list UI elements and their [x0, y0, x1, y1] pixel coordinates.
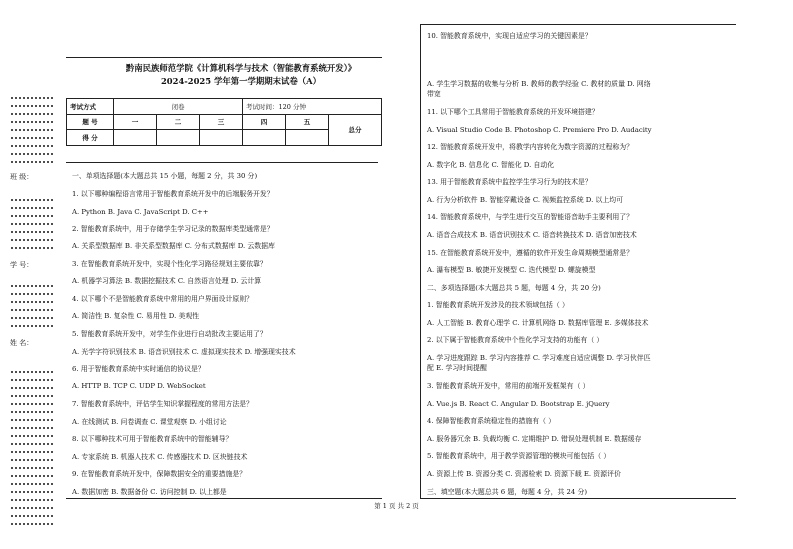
score-cell[interactable] [157, 130, 200, 146]
margin-dots [10, 402, 54, 410]
margin-dots [10, 386, 54, 394]
class-label: 班 级： [10, 173, 34, 181]
margin-dots [10, 394, 54, 402]
col-4: 四 [243, 114, 286, 130]
exam-title-line2: 2024-2025 学年第一学期期末试卷（A） [160, 76, 321, 86]
col-3: 三 [200, 114, 243, 130]
section-heading: 二、多项选择题(本大题总共 5 题，每题 4 分，共 20 分) [427, 284, 601, 292]
options: A. Visual Studio Code B. Photoshop C. Premiere Pro D. Audacity [427, 126, 652, 134]
margin-dots [10, 378, 54, 386]
options: A. 瀑布模型 B. 敏捷开发模型 C. 迭代模型 D. 螺旋模型 [427, 266, 596, 274]
options: A. 数字化 B. 信息化 C. 智能化 D. 自动化 [427, 161, 555, 169]
margin-dots [10, 152, 54, 160]
student-id-label: 学 号： [10, 261, 34, 269]
exam-time: 考试时间：120 分钟 [243, 99, 382, 115]
question: 7. 智能教育系统中，评估学生知识掌握程度的常用方法是？ [72, 400, 254, 408]
options: A. 在线测试 B. 问卷调查 C. 课堂观察 D. 小组讨论 [72, 418, 227, 426]
question: 4. 保障智能教育系统稳定性的措施有（ ） [427, 417, 556, 425]
margin-dots [10, 214, 54, 222]
margin-dots [10, 284, 54, 292]
question: 3. 智能教育系统开发中，常用的前端开发框架有（ ） [427, 382, 590, 390]
question: 14. 智能教育系统中，与学生进行交互的智能语音助手主要利用了？ [427, 213, 634, 221]
section-heading: 三、填空题(本大题总共 6 题，每题 4 分，共 24 分) [427, 488, 588, 496]
options: A. 服务器冗余 B. 负载均衡 C. 定期维护 D. 错误处理机制 E. 数据缓存 [427, 435, 642, 443]
margin-dots [10, 246, 54, 254]
name-label: 姓 名： [10, 339, 34, 347]
question: 6. 用于智能教育系统中实时通信的协议是？ [72, 365, 205, 373]
margin-dots [10, 308, 54, 316]
exam-method-value: 闭卷 [114, 99, 243, 115]
options: A. 简洁性 B. 复杂性 C. 易用性 D. 美观性 [72, 312, 200, 320]
options: A. HTTP B. TCP C. UDP D. WebSocket [72, 382, 206, 390]
margin-dots [10, 450, 54, 458]
margin-dots [10, 324, 54, 332]
question: 2. 智能教育系统中，用于存储学生学习记录的数据库类型通常是？ [72, 225, 274, 233]
question: 2. 以下属于智能教育系统中个性化学习支持的功能有（ ） [427, 336, 604, 344]
question: 8. 以下哪种技术可用于智能教育系统中的智能辅导？ [72, 435, 233, 443]
margin-dots [10, 230, 54, 238]
question: 12. 智能教育系统开发中，将教学内容转化为数字资源的过程称为？ [427, 143, 634, 151]
section-divider [66, 162, 378, 163]
options: A. 人工智能 B. 教育心理学 C. 计算机网络 D. 数据库管理 E. 多媒体技术 [427, 319, 649, 327]
margin-dots [10, 112, 54, 120]
options: A. 语音合成技术 B. 语音识别技术 C. 语音转换技术 D. 语音加密技术 [427, 231, 637, 239]
total-label: 总分 [329, 114, 382, 145]
frame-bottom-left [66, 498, 382, 499]
question: 13. 用于智能教育系统中监控学生学习行为的技术是？ [427, 178, 592, 186]
margin-dots [10, 300, 54, 308]
margin-dots [10, 104, 54, 112]
frame-bottom-right [420, 498, 736, 499]
options: A. 学习进度跟踪 B. 学习内容推荐 C. 学习难度自适应调整 D. 学习伙伴匹 [427, 354, 651, 362]
score-cell[interactable] [114, 130, 157, 146]
margin-dots [10, 434, 54, 442]
frame-top-left [66, 57, 382, 58]
margin-dots [10, 96, 54, 104]
margin-dots [10, 198, 54, 206]
score-cell[interactable] [200, 130, 243, 146]
options: A. 资源上传 B. 资源分类 C. 资源检索 D. 资源下载 E. 资源评价 [427, 470, 621, 478]
exam-title-line1: 黔南民族师范学院《计算机科学与技术（智能教育系统开发）》 [125, 63, 357, 73]
score-cell[interactable] [286, 130, 329, 146]
margin-dots [10, 206, 54, 214]
section-heading: 一、单项选择题(本大题总共 15 小题，每题 2 分，共 30 分) [72, 172, 258, 180]
margin-dots [10, 474, 54, 482]
margin-dots [10, 144, 54, 152]
question: 3. 在智能教育系统开发中，实现个性化学习路径规划主要依靠？ [72, 260, 267, 268]
question: 5. 智能教育系统中，用于教学资源管理的模块可能包括（ ） [427, 452, 611, 460]
options: A. 关系型数据库 B. 非关系型数据库 C. 分布式数据库 D. 云数据库 [72, 242, 275, 250]
question: 1. 智能教育系统开发涉及的技术领域包括（ ） [427, 301, 569, 309]
question: 1. 以下哪种编程语言常用于智能教育系统开发中的后端服务开发？ [72, 190, 274, 198]
col-2: 二 [157, 114, 200, 130]
options-cont: 配 E. 学习时间提醒 [427, 364, 487, 372]
options: A. Python B. Java C. JavaScript D. C++ [72, 208, 209, 216]
options: A. 专家系统 B. 机器人技术 C. 传感器技术 D. 区块链技术 [72, 453, 248, 461]
margin-dots [10, 136, 54, 144]
score-table [66, 98, 382, 146]
margin-dots [10, 222, 54, 230]
score-label: 得 分 [67, 130, 114, 146]
options: A. 学生学习数据的收集与分析 B. 教师的教学经验 C. 教材的质量 D. 网络 [427, 80, 651, 88]
col-5: 五 [286, 114, 329, 130]
column-divider [420, 24, 421, 498]
question: 10. 智能教育系统中，实现自适应学习的关键因素是？ [427, 32, 592, 40]
question: 5. 智能教育系统开发中，对学生作业进行自动批改主要运用了？ [72, 330, 267, 338]
question: 9. 在智能教育系统开发中，保障数据安全的重要措施是？ [72, 470, 247, 478]
margin-dots [10, 292, 54, 300]
question: 4. 以下哪个不是智能教育系统中常用的用户界面设计原则？ [72, 295, 254, 303]
frame-top-right [420, 24, 736, 25]
options: A. Vue.js B. React C. Angular D. Bootstrap E. jQuery [427, 400, 610, 408]
margin-dots [10, 120, 54, 128]
options: A. 机器学习算法 B. 数据挖掘技术 C. 自然语言处理 D. 云计算 [72, 277, 262, 285]
margin-dots [10, 316, 54, 324]
options: A. 光学字符识别技术 B. 语音识别技术 C. 虚拟现实技术 D. 增强现实技术 [72, 348, 296, 356]
margin-dots [10, 522, 54, 530]
margin-dots [10, 458, 54, 466]
options-cont: 带宽 [427, 90, 441, 98]
margin-dots [10, 370, 54, 378]
margin-dots [10, 442, 54, 450]
margin-dots [10, 482, 54, 490]
exam-method-label: 考试方式 [67, 99, 114, 115]
score-cell[interactable] [243, 130, 286, 146]
page-footer: 第 1 页 共 2 页 [374, 502, 419, 510]
col-1: 一 [114, 114, 157, 130]
margin-dots [10, 514, 54, 522]
margin-dots [10, 160, 54, 168]
question-no-label: 题 号 [67, 114, 114, 130]
margin-dots [10, 128, 54, 136]
margin-dots [10, 418, 54, 426]
margin-dots [10, 490, 54, 498]
question: 11. 以下哪个工具常用于智能教育系统的开发环境搭建？ [427, 108, 599, 116]
margin-dots [10, 466, 54, 474]
options: A. 行为分析软件 B. 智能穿戴设备 C. 视频监控系统 D. 以上均可 [427, 196, 624, 204]
margin-dots [10, 410, 54, 418]
margin-dots [10, 238, 54, 246]
margin-dots [10, 426, 54, 434]
question: 15. 在智能教育系统开发中，遵循的软件开发生命周期模型通常是？ [427, 249, 634, 257]
options: A. 数据加密 B. 数据备份 C. 访问控制 D. 以上都是 [72, 488, 227, 496]
